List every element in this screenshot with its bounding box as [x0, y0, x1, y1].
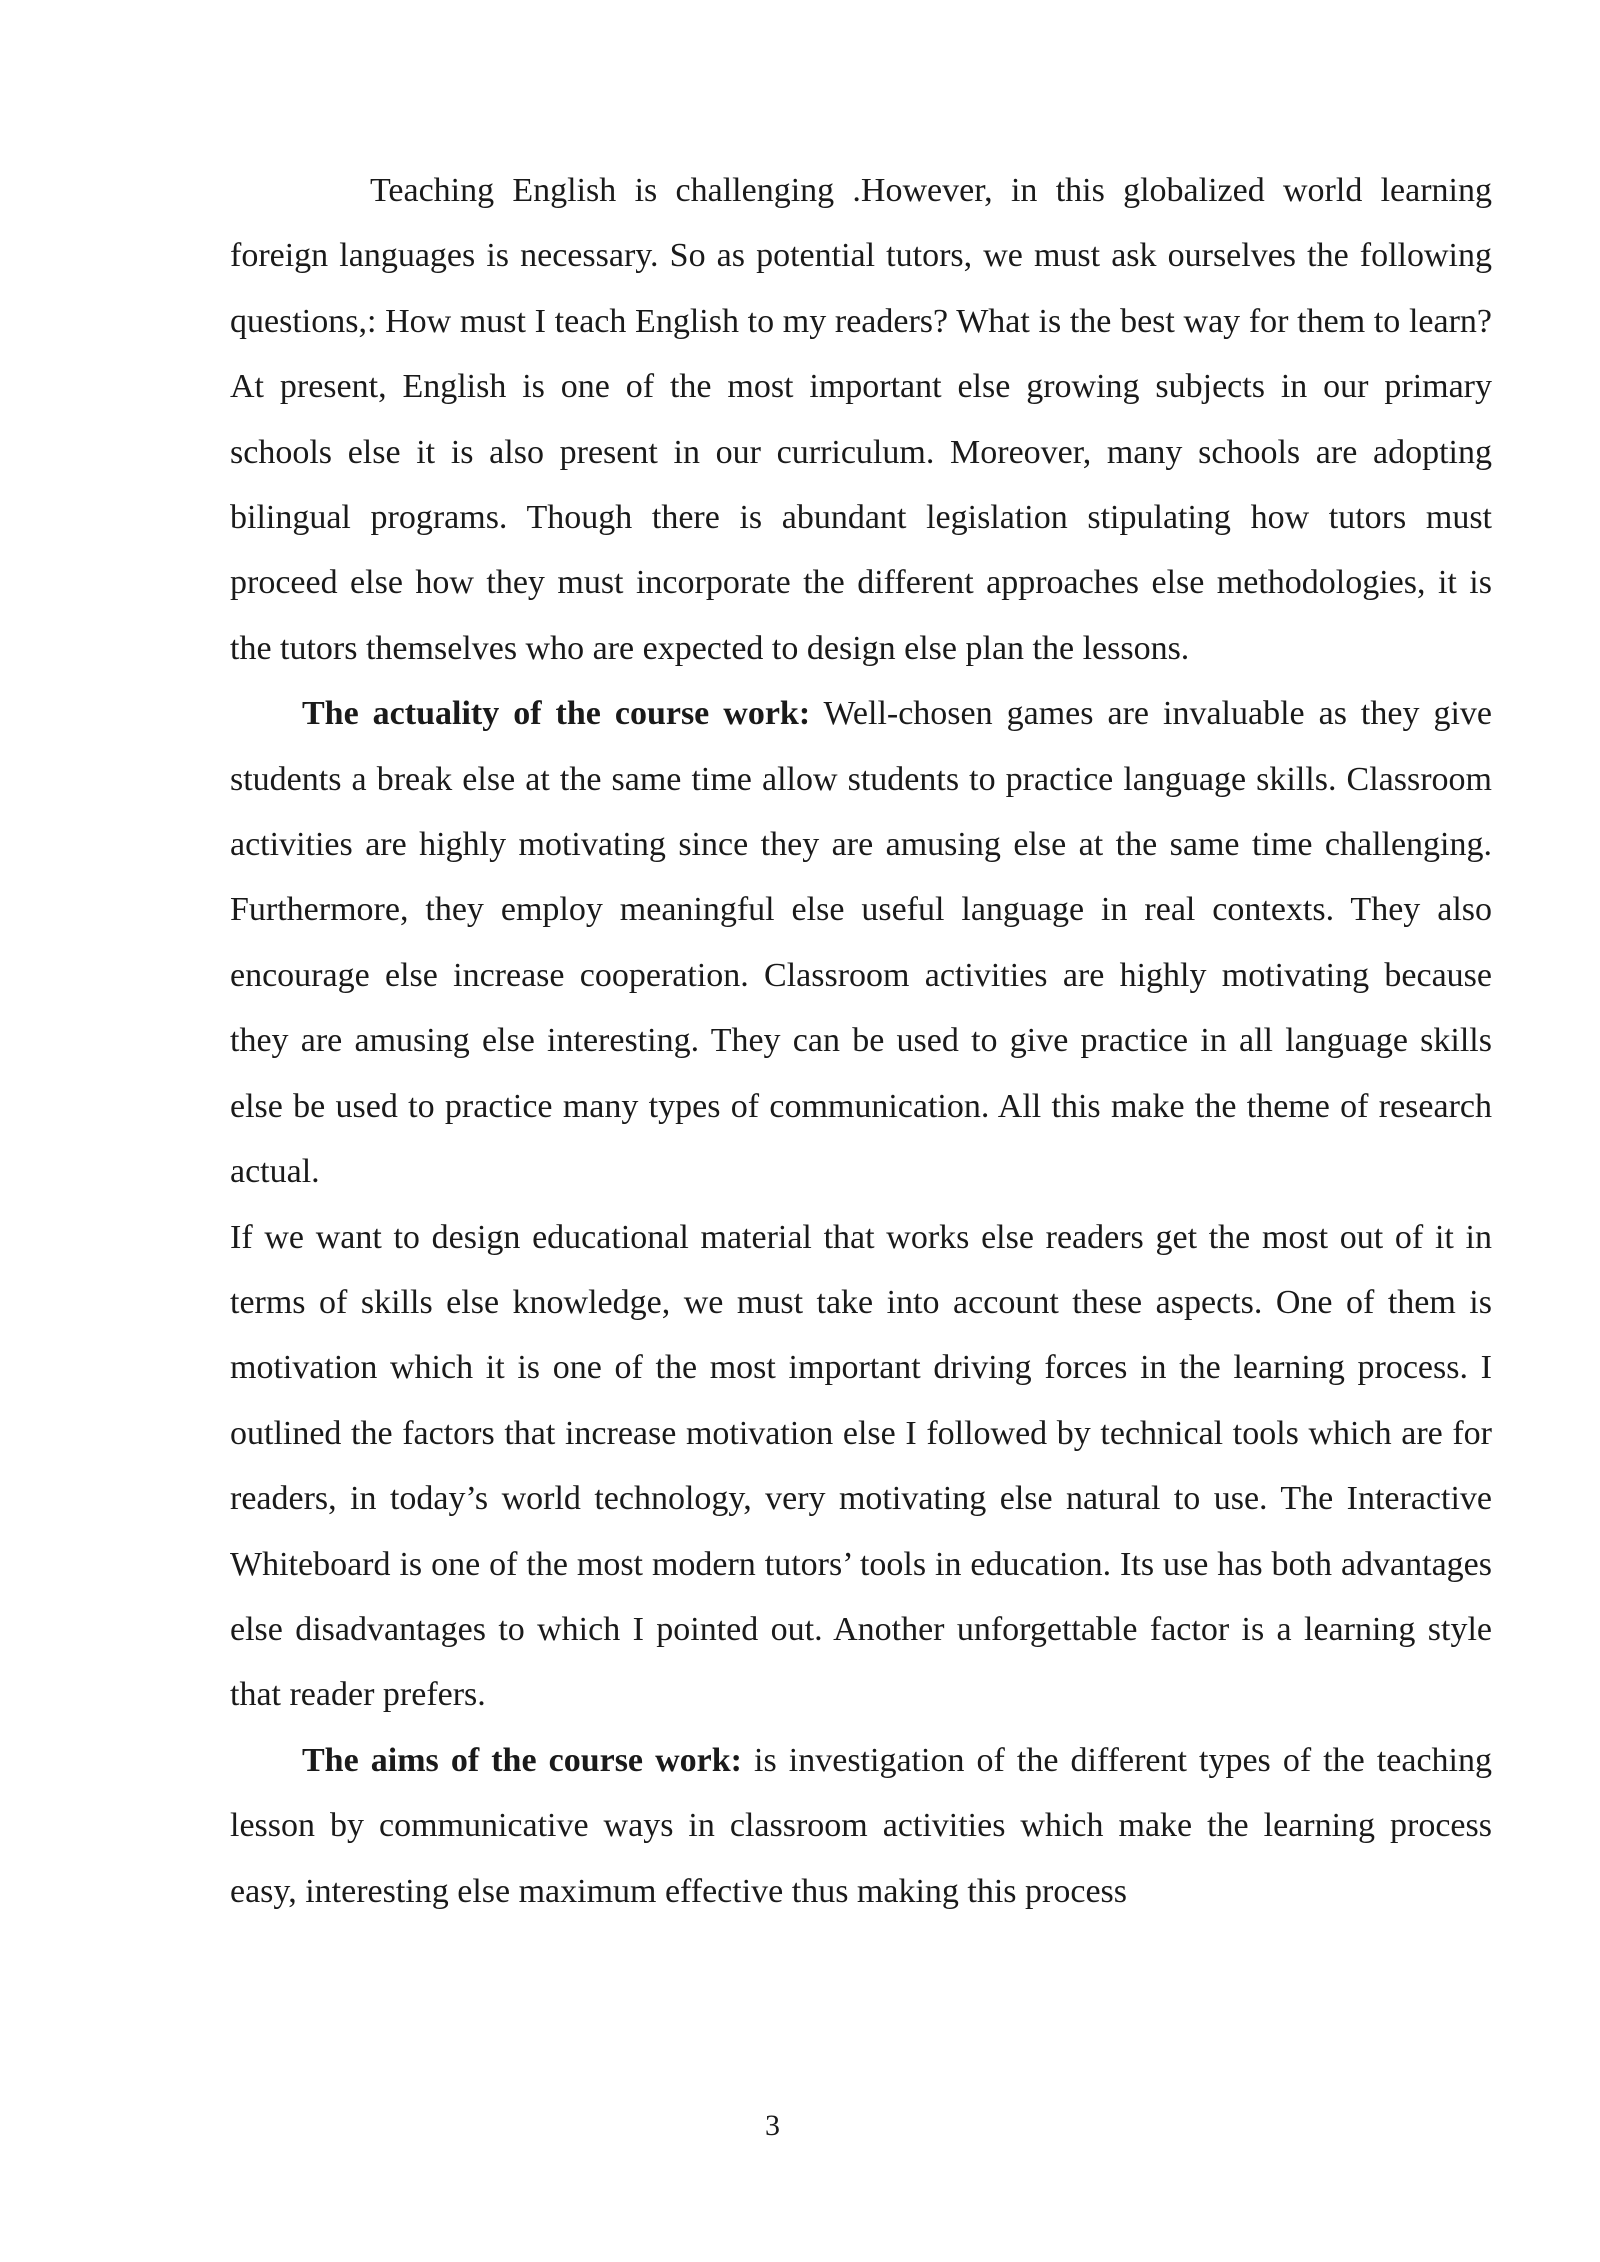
paragraph-aims — [230, 1728, 1492, 1924]
page-number: 3 — [765, 2109, 780, 2142]
paragraph-actuality — [230, 681, 1492, 1204]
paragraph-aims-text: is investigation of the different types of the teaching lesson by communicative ways in classroom activities which make the learning process easy, interesting else maximum effective thus making this process — [230, 1741, 1493, 1910]
paragraph-motivation-text: If we want to design educational material that works else readers get the most out of it in terms of skills else knowledge, we must take into account these aspects. One of them is motivation which it is one of the most important driving forces in the learning process. I outlined the factors that increase motivation else I followed by technical tools which are for readers, in today’s world technology, very motivating else natural to use. The Interactive Whiteboard is one of the most modern tutors’ tools in education. Its use has both advantages else disadvantages to which I pointed out. Another unforgettable factor is a learning style that reader prefers. — [230, 1218, 1492, 1714]
paragraph-actuality-text: Well-chosen games are invaluable as they give students a break else at the same time allow students to practice language skills. Classroom activities are highly motivating since they are amusing else at the same time challenging. Furthermore, they employ meaningful else useful language in real contexts. They also encourage else increase cooperation. Classroom activities are highly motivating because they are amusing else interesting. They can be used to give practice in all language skills else be used to practice many types of communication. All this make the theme of research actual. — [230, 695, 1492, 1191]
paragraph-introduction — [230, 158, 1492, 681]
body-text — [230, 158, 1492, 1924]
paragraph-motivation — [230, 1205, 1492, 1728]
aims-heading: The aims of the course work: — [302, 1741, 742, 1779]
paragraph-introduction-text: Teaching English is challenging .However, in this globalized world learning foreign languages is necessary. So as potential tutors, we must ask ourselves the following questions,: How must I teach English to my readers? What is the best way for them to learn?At present, English is one of the most important else growing subjects in our primary schools else it is also present in our curriculum. Moreover, many schools are adopting bilingual programs. Though there is abundant legislation stipulating how tutors must proceed else how they must incorporate the different approaches else methodologies, it is the tutors themselves who are expected to design else plan the lessons. — [230, 172, 1492, 667]
actuality-heading: The actuality of the course work: — [302, 695, 811, 733]
